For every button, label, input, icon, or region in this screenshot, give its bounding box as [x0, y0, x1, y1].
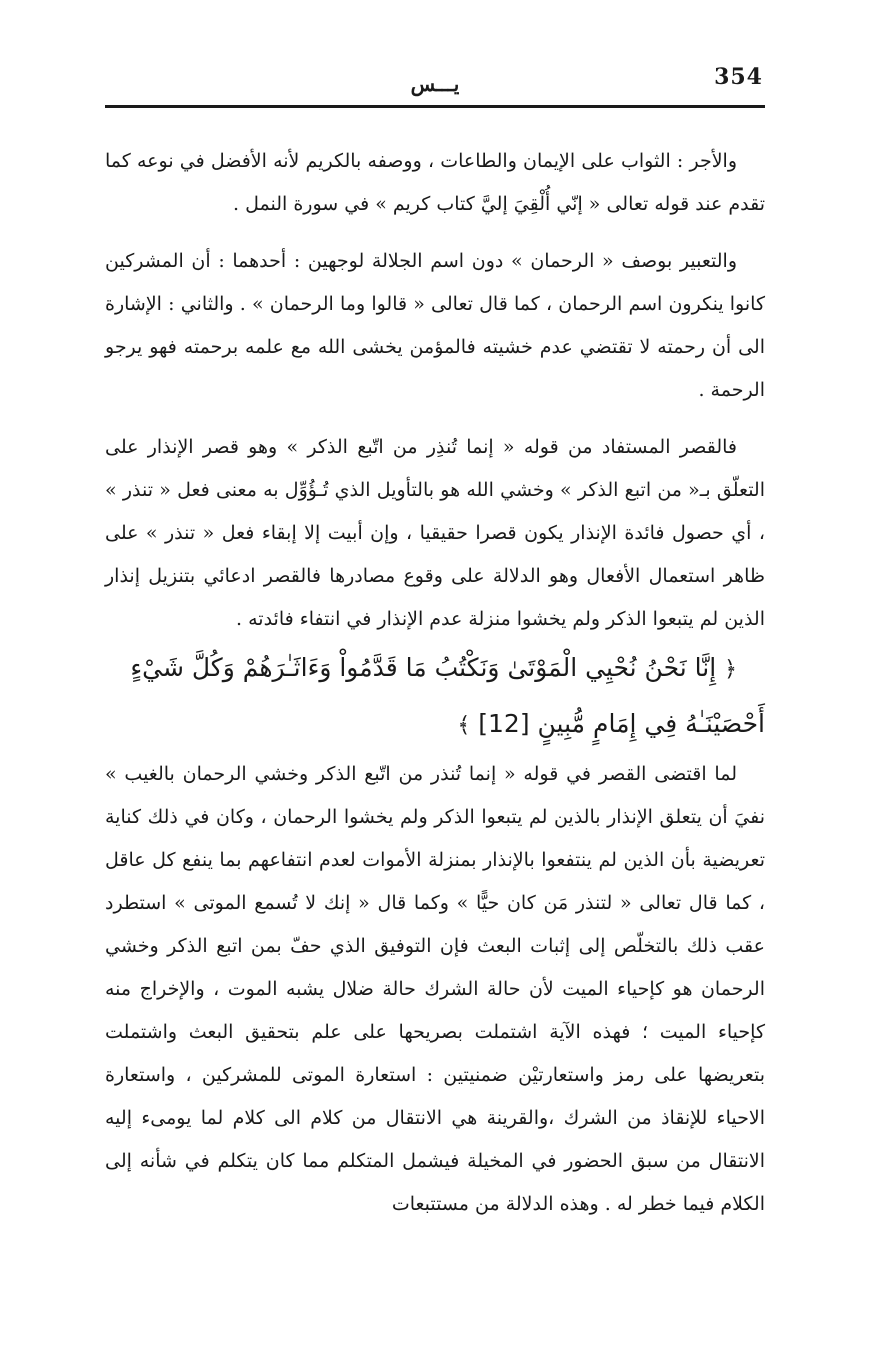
verse-open-bracket: ﴿: [724, 657, 737, 682]
page-body: [105, 140, 765, 1226]
paragraph-reward: والأجر : الثواب على الإيمان والطاعات ، ووصفه بالكريم لأنه الأفضل في نوعه كما تقدم عند قوله تعالى « إنّي أُلْقِيَ إليَّ كتاب كريم » في سورة النمل .: [105, 150, 765, 215]
paragraph-gap: [105, 226, 765, 240]
header-rule: [105, 105, 765, 108]
page-number: 354: [714, 64, 763, 90]
paragraph-gap: [105, 412, 765, 426]
verse-close-bracket: ﴾: [457, 713, 471, 738]
paragraph-qasr: فالقصر المستفاد من قوله « إنما تُنذِر من اتّبع الذكر » وهو قصر الإنذار على التعلّق بـ« من اتبع الذكر » وخشي الله هو بالتأويل الذي تُـؤُوِّل به معنى فعل « تنذر » ، أي حصول فائدة الإنذار يكون قصرا حقيقيا ، وإن أبيت إلا إبقاء فعل « تنذر » على ظاهر استعمال الأفعال وهو الدلالة على وقوع مصادرها فالقصر ادعائي بتنزيل إنذار الذين لم يتبعوا الذكر ولم يخشوا منزلة عدم الإنذار في انتفاء فائدته .: [105, 436, 765, 630]
paragraph-rahman: والتعبير بوصف « الرحمان » دون اسم الجلالة لوجهين : أحدهما : أن المشركين كانوا ينكرون اسم الرحمان ، كما قال تعالى « قالوا وما الرحمان » . والثاني : الإشارة الى أن رحمته لا تقتضي عدم خشيته فالمؤمن يخشى الله مع علمه برحمته فهو يرجو الرحمة .: [105, 250, 765, 401]
running-title: يـــس: [410, 72, 460, 96]
quran-verse: [105, 641, 765, 753]
paragraph-commentary: لما اقتضى القصر في قوله « إنما تُنذر من اتّبع الذكر وخشي الرحمان بالغيب » نفيَ أن يتعلق الإنذار بالذين لم يتبعوا الذكر ولم يخشوا الرحمان ، وكان في ذلك كناية تعريضية بأن الذين لم ينتفعوا بالإنذار بمنزلة الأموات لعدم انتفاعهم بما ينفع كل عاقل ، كما قال تعالى « لتنذر مَن كان حيًّا » وكما قال « إنك لا تُسمع الموتى » استطرد عقب ذلك بالتخلّص إلى إثبات البعث فإن التوفيق الذي حفّ بمن اتبع الذكر وخشي الرحمان هو كإحياء الميت لأن حالة الشرك حالة ضلال يشبه الموت ، والإخراج منه كإحياء الميت ؛ فهذه الآية اشتملت بصريحها على علم بتحقيق البعث واشتملت بتعريضها على رمز واستعارتيْن ضمنيتين : استعارة الموتى للمشركين ، واستعارة الاحياء للإنقاذ من الشرك ،والقرينة هي الانتقال من كلام الى كلام لما يومىء إليه الانتقال من سبق الحضور في المخيلة فيشمل المتكلم مما كان يتكلم في شأنه إلى الكلام فيما خطر له . وهذه الدلالة من مستتبعات: [105, 763, 765, 1215]
page-header: [105, 60, 765, 108]
verse-text: إِنَّا نَحْنُ نُحْيِي الْمَوْتَىٰ وَنَكْتُبُ مَا قَدَّمُواْ وَءَاثَـٰرَهُمْ وَكُلَّ شَيْءٍ أَحْصَيْنَـٰهُ فِي إِمَامٍ مُّبِينٍ [12]: [130, 653, 765, 738]
